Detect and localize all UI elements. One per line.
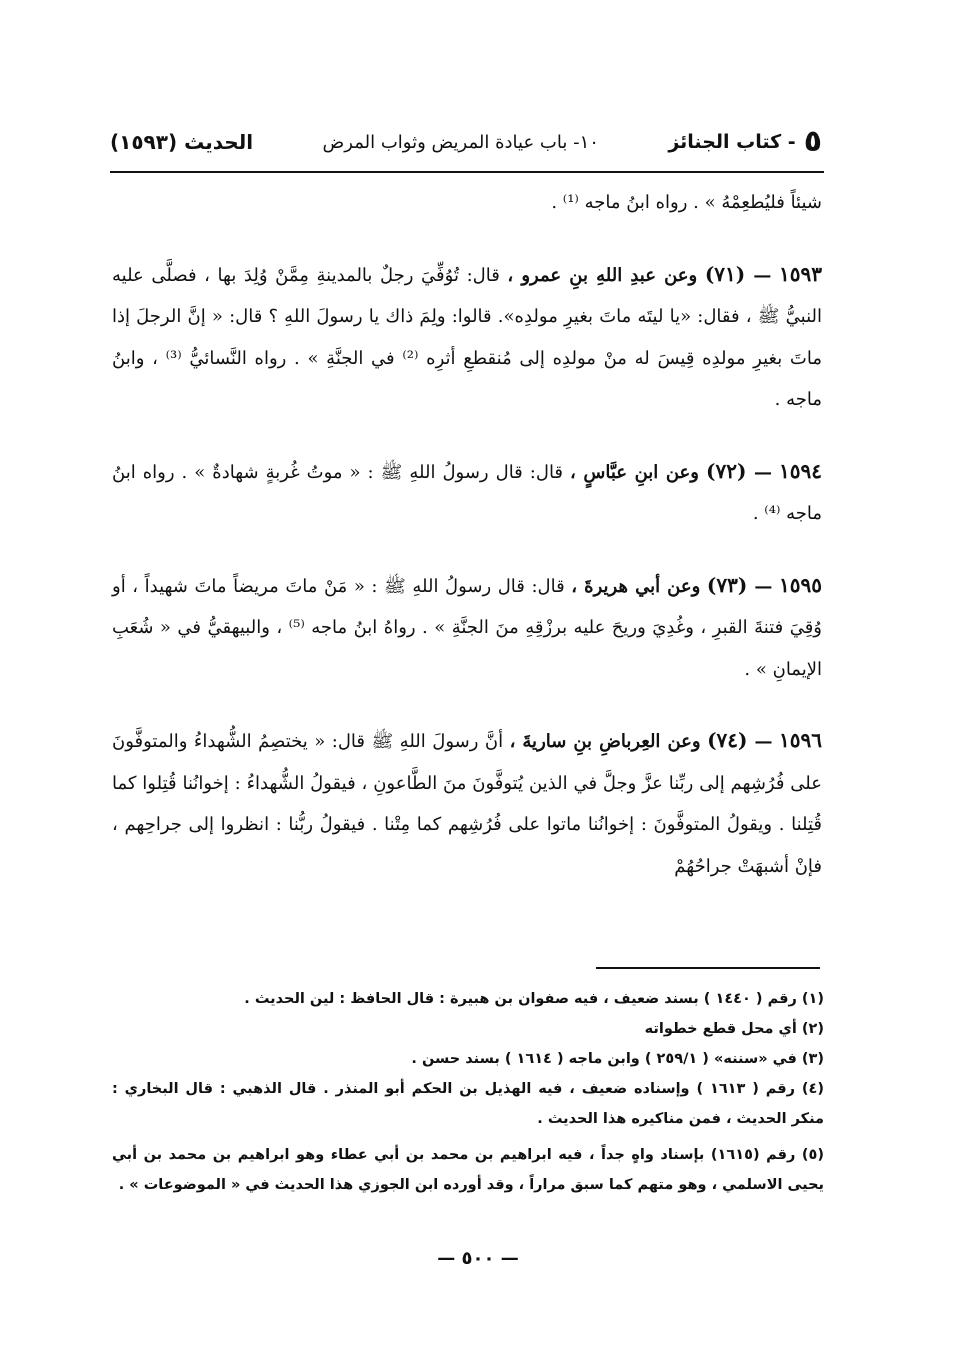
- dash-separator: —: [747, 731, 773, 752]
- book-heading: [668, 124, 822, 159]
- hadith-text: قال: قال رسولُ اللهِ ﷺ : « موتُ غُربةٍ شهادةٌ » . رواه ابنُ ماجه ⁽⁴⁾ .: [112, 461, 822, 524]
- hadith-text: قال: قال رسولُ اللهِ ﷺ : « مَنْ ماتَ مريضاً ماتَ شهيداً ، أو وُقِيَ فتنةَ القبرِ ، وغُدِيَ وريحَ عليه برزْقِهِ منَ الجنَّةِ » . رواهُ ابنُ ماجه ⁽⁵⁾ ، والبيهقيُّ في « شُعَبِ الإيمانِ » .: [112, 575, 822, 680]
- hadith-sub-number: (٧٢): [706, 458, 747, 483]
- footnote: (٥) رقم (١٦١٥) بإسناد واهٍ جداً ، فيه ابراهيم بن محمد بن أبي عطاء وهو ابراهيم بن محمد بن أبي يحيى الاسلمي ، وهو متهم كما سبق مراراً ، وقد أورده ابن الجوزي هذا الحديث في « الموضوعات » .: [112, 1147, 824, 1193]
- chapter-title: ١٠- باب عيادة المريض وثواب المرض: [322, 131, 599, 153]
- hadith-number: ١٥٩٣: [778, 261, 822, 286]
- hadith-reference: الحديث (١٥٩٣): [110, 130, 254, 154]
- hadith-paragraph: [112, 451, 822, 535]
- hadith-paragraph: [112, 565, 822, 691]
- running-header: [110, 118, 822, 166]
- narrator-chain: وعن أبي هريرةَ ،: [571, 575, 701, 597]
- hadith-sub-number: (٧٤): [707, 728, 748, 752]
- hadith-sub-number: (٧١): [704, 261, 746, 286]
- narrator-chain: وعن العِرباضِ بنِ ساريةَ ،: [509, 731, 701, 752]
- hadith-text: قال: تُوُفِّيَ رجلٌ بالمدينةِ مِمَّنْ وُلِدَ بها ، فصلَّى عليه النبيُّ ﷺ ، فقال: «يا ليتَه ماتَ بغيرِ مولدِه». قالوا: ولِمَ ذاك يا رسولَ اللهِ ؟ قال: « إنَّ الرجلَ إذا ماتَ بغيرِ مولدِه قِيسَ له منْ مولدِه إلى مُنقطعِ أثرِه ⁽²⁾ في الجنَّةِ » . رواه النَّسائيُّ ⁽³⁾ ، وابنُ ماجه .: [112, 264, 822, 410]
- footnotes: [112, 984, 824, 1200]
- hadith-number: ١٥٩٥: [778, 572, 822, 597]
- hadith-paragraph: [112, 720, 822, 887]
- header-divider: [110, 171, 824, 173]
- hadith-text: أنَّ رسولَ اللهِ ﷺ قال: « يختصِمُ الشُّهداءُ والمتوفَّونَ على فُرُشِهم إلى ربِّنا عزَّ وجلَّ في الذين يُتوفَّونَ منَ الطَّاعونِ ، فيقولُ الشُّهداءُ : إخوانُنا قُتِلوا كما قُتِلنا . ويقولُ المتوفَّونَ : إخوانُنا ماتوا على فُرُشِهم كما مِتْنا . فيقولُ ربُّنا : انظروا إلى جراحِهم ، فإنْ أشبهَتْ جراحُهُمْ: [112, 731, 822, 877]
- main-text: [112, 182, 822, 917]
- book-title: - كتاب الجنائز: [668, 131, 796, 153]
- dash-separator: —: [745, 264, 772, 286]
- hadith-number: ١٥٩٦: [779, 728, 822, 752]
- footnote: (٤) رقم ( ١٦١٣ ) وإسناده ضعيف ، فيه الهذيل بن الحكم أبو المنذر . قال الذهبي : قال البخاري : منكر الحديث ، فمن مناكيره هذا الحديث .: [112, 1081, 824, 1127]
- footnote: (١) رقم ( ١٤٤٠ ) بسند ضعيف ، فيه صفوان بن هبيرة : قال الحافظ : لين الحديث .: [244, 991, 824, 1007]
- dash-separator: —: [746, 461, 772, 483]
- continuation-paragraph: شيئاً فليُطعِمْهُ » . رواه ابنُ ماجه ⁽¹⁾ .: [551, 192, 822, 213]
- book-number: ٥: [803, 124, 822, 159]
- dash-separator: —: [747, 575, 773, 597]
- narrator-chain: وعن ابنِ عبَّاسٍ ،: [570, 461, 699, 483]
- hadith-paragraph: [112, 254, 822, 421]
- hadith-number: ١٥٩٤: [779, 458, 822, 483]
- footnote-divider: [596, 967, 820, 969]
- page-number: — ٥٠٠ —: [437, 1248, 519, 1269]
- footnote: (٢) أي محل قطع خطواته: [644, 1021, 824, 1037]
- hadith-sub-number: (٧٣): [706, 572, 748, 597]
- narrator-chain: وعن عبدِ اللهِ بنِ عمرو ،: [507, 264, 698, 286]
- footnote: (٣) في «سننه» ( ٢٥٩/١ ) وابن ماجه ( ١٦١٤ ) بسند حسن .: [411, 1051, 824, 1067]
